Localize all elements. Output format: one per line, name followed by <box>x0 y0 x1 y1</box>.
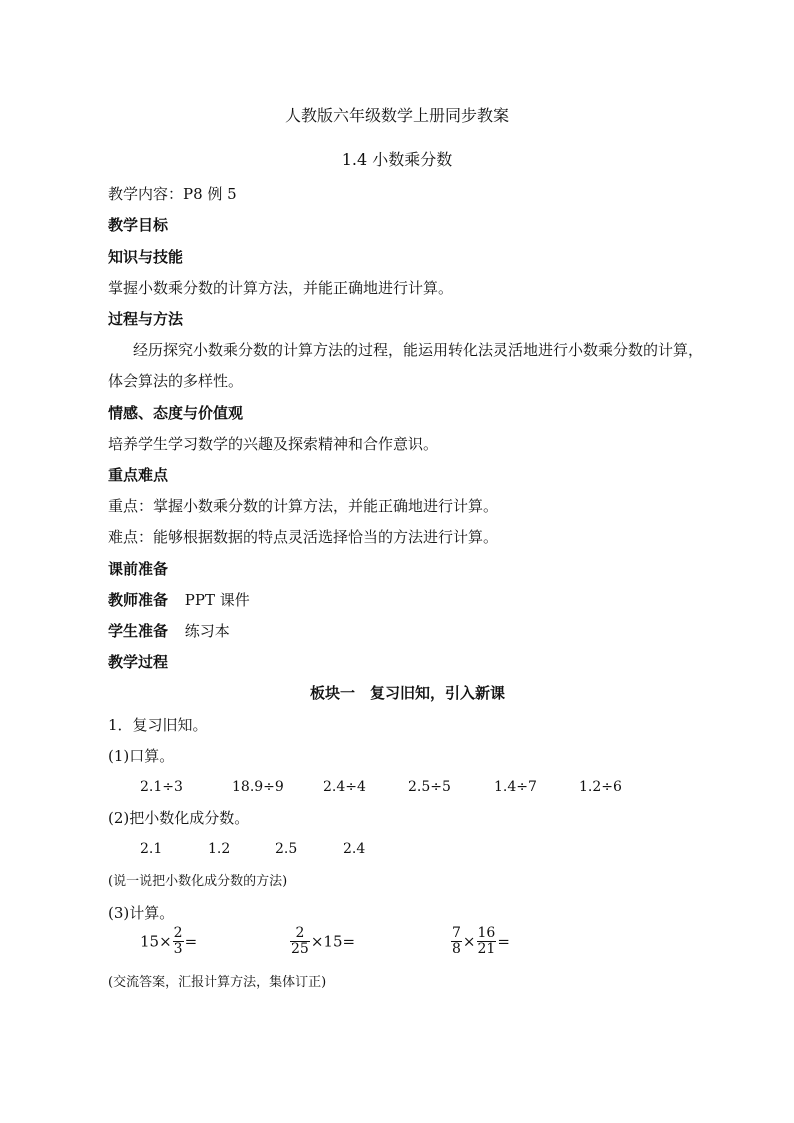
teacher-prep-label: 教师准备 <box>108 591 169 609</box>
emotion-heading: 情感、态度与价值观 <box>108 404 244 422</box>
block-title: 板块一 复习旧知，引入新课 <box>310 684 506 702</box>
expr1-left: 15× <box>140 932 172 951</box>
convert-label: (2)把小数化成分数。 <box>108 809 250 827</box>
student-prep-label: 学生准备 <box>108 622 169 640</box>
student-prep-value: 练习本 <box>184 622 230 640</box>
keypoints-heading: 重点难点 <box>108 466 169 484</box>
calc-expression-2 <box>289 926 355 957</box>
convert-item: 2.4 <box>343 841 366 857</box>
goals-heading: 教学目标 <box>108 216 169 234</box>
oral-item: 2.1÷3 <box>140 779 183 795</box>
convert-note: (说一说把小数化成分数的方法) <box>108 874 288 889</box>
content-line: 教学内容：P8 例 5 <box>108 185 237 203</box>
difficulty: 难点：能够根据数据的特点灵活选择恰当的方法进行计算。 <box>108 528 499 546</box>
expr1-equals: = <box>184 932 198 951</box>
key-point: 重点：掌握小数乘分数的计算方法，并能正确地进行计算。 <box>108 497 499 515</box>
convert-item: 1.2 <box>208 841 231 857</box>
process-text-2: 体会算法的多样性。 <box>108 372 244 390</box>
doc-title: 人教版六年级数学上册同步教案 <box>284 106 509 125</box>
oral-item: 1.4÷7 <box>494 779 537 795</box>
fraction: $\frac{16}{21}$ <box>477 925 496 957</box>
process-text-1: 经历探究小数乘分数的计算方法的过程，能运用转化法灵活地进行小数乘分数的计算， <box>133 341 704 359</box>
times-sign: × <box>462 932 476 951</box>
oral-item: 18.9÷9 <box>232 779 284 795</box>
lesson-title: 1.4 小数乘分数 <box>341 150 453 169</box>
review-item: 1．复习旧知。 <box>108 716 208 734</box>
knowledge-text: 掌握小数乘分数的计算方法，并能正确地进行计算。 <box>108 279 454 297</box>
convert-item: 2.5 <box>275 841 298 857</box>
teacher-prep <box>108 590 250 610</box>
knowledge-heading: 知识与技能 <box>108 248 184 266</box>
emotion-text: 培养学生学习数学的兴趣及探索精神和合作意识。 <box>108 435 439 453</box>
oral-item: 2.4÷4 <box>323 779 366 795</box>
process-heading: 过程与方法 <box>108 310 184 328</box>
fraction: $\frac{2}{25}$ <box>291 925 309 957</box>
calc-label: (3)计算。 <box>108 904 175 922</box>
fraction: $\frac{7}{8}$ <box>452 925 461 957</box>
expr2-right: ×15= <box>310 932 356 951</box>
teacher-prep-value: PPT 课件 <box>184 591 250 609</box>
student-prep <box>108 621 230 641</box>
calc-expression-3 <box>450 926 510 957</box>
expr3-equals: = <box>497 932 510 951</box>
calc-expression-1 <box>140 926 197 957</box>
oral-label: (1)口算。 <box>108 747 175 765</box>
calc-note: (交流答案，汇报计算方法，集体订正) <box>108 975 327 990</box>
fraction: $\frac{2}{3}$ <box>173 925 183 957</box>
oral-item: 1.2÷6 <box>579 779 622 795</box>
oral-item: 2.5÷5 <box>408 779 451 795</box>
prep-heading: 课前准备 <box>108 560 169 578</box>
convert-item: 2.1 <box>140 841 163 857</box>
process-main-heading: 教学过程 <box>108 653 169 671</box>
